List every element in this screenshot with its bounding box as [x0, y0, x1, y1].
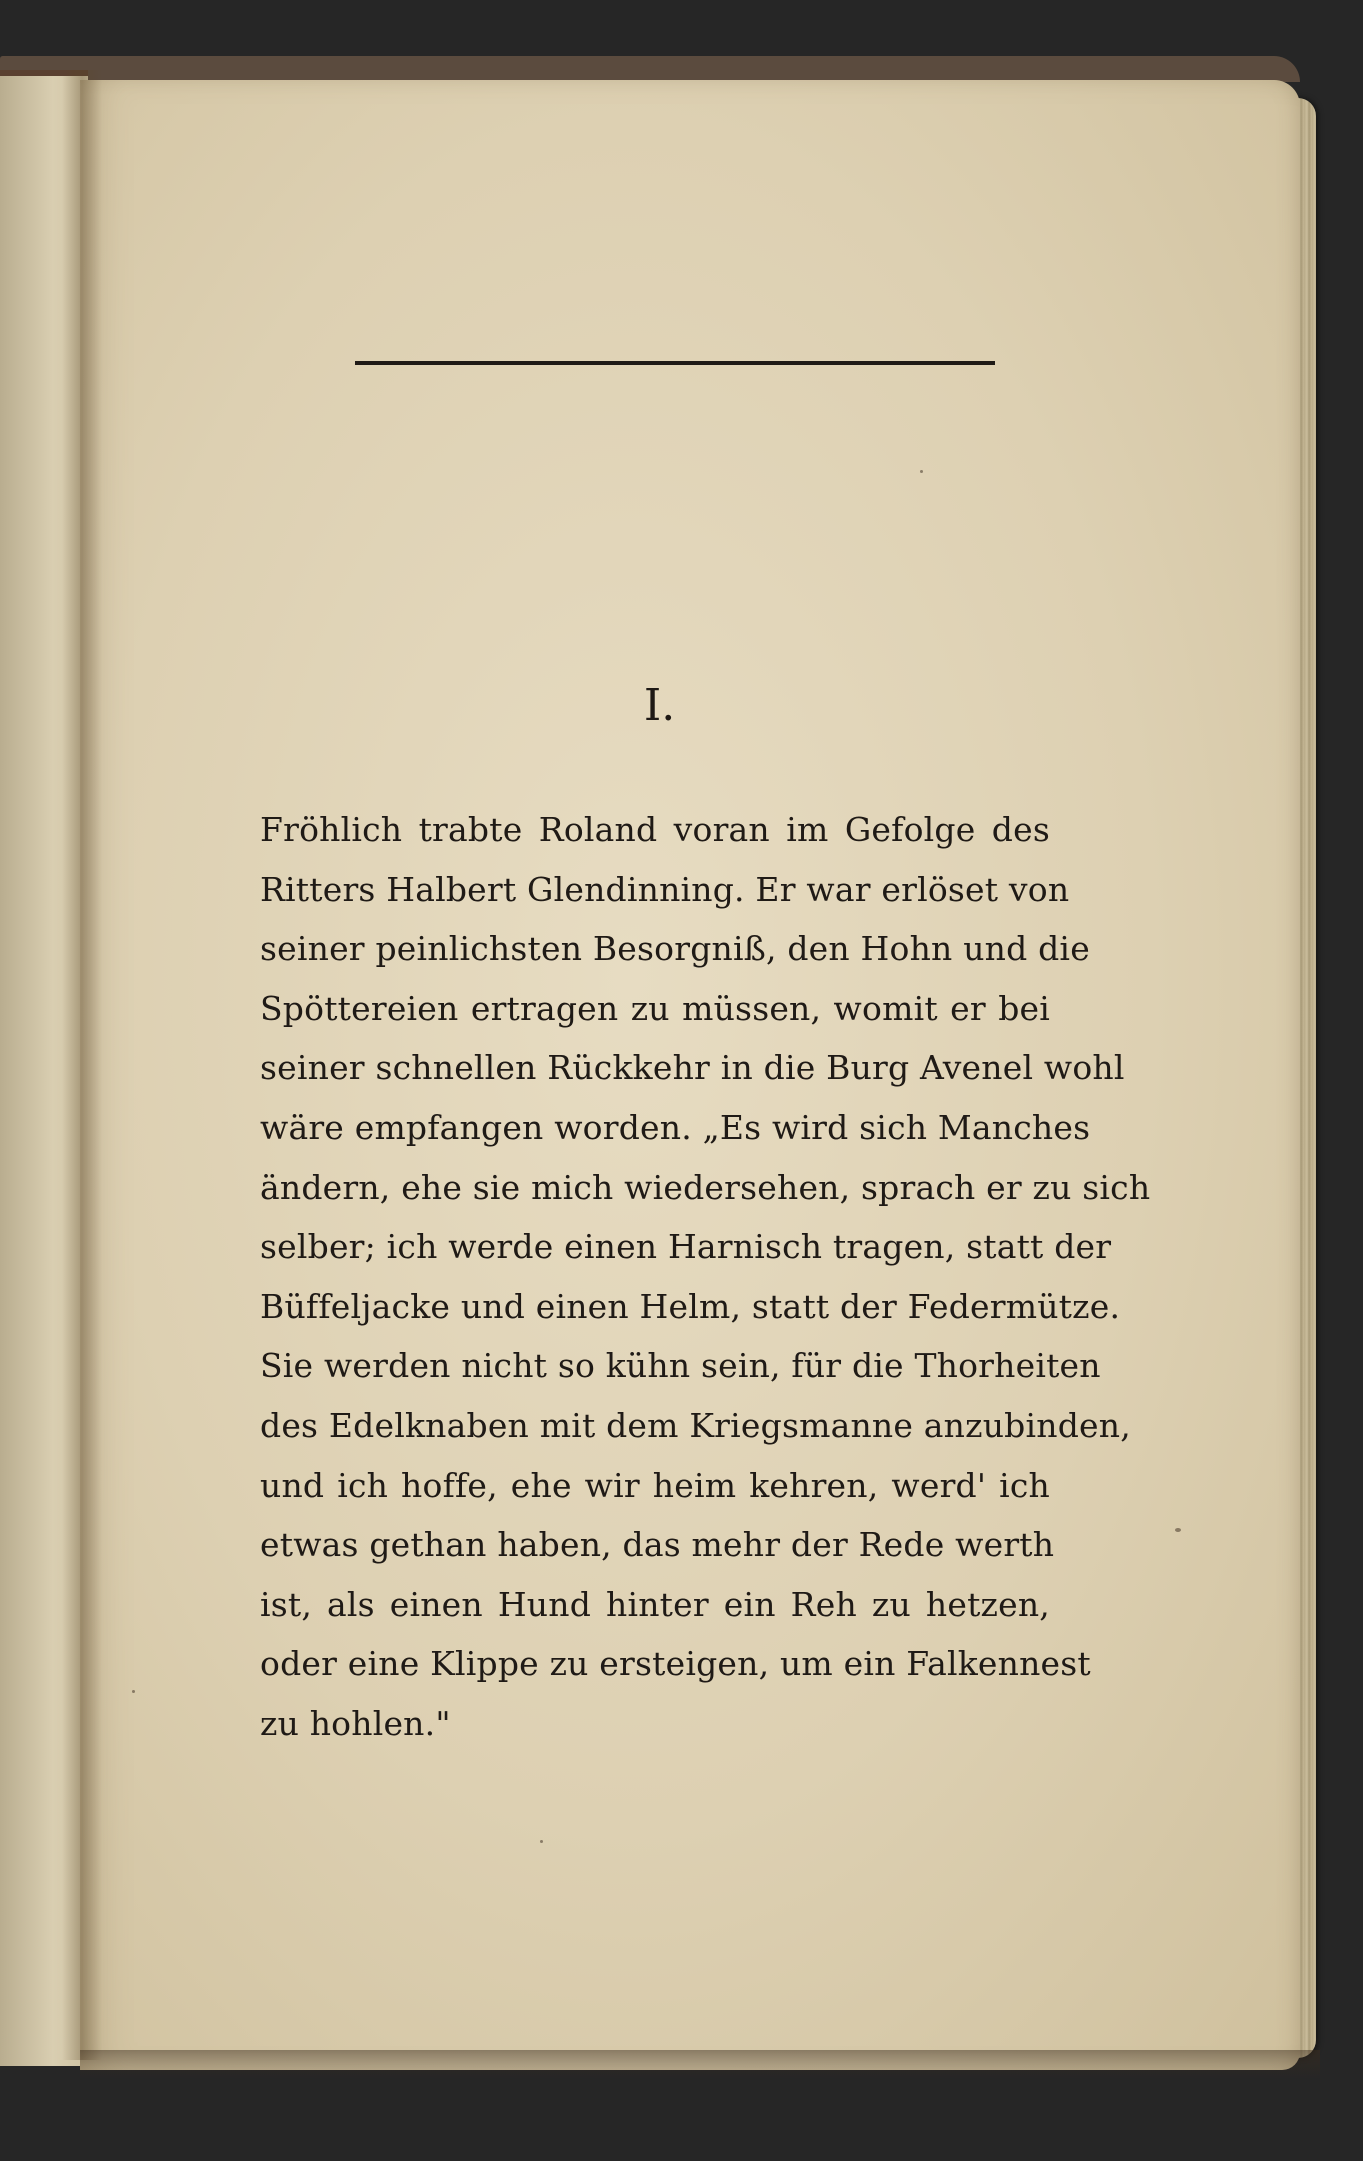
text-line: Büffeljacke und einen Helm, statt der Federmütze.	[260, 1286, 1121, 1326]
text-line: seiner schnellen Rückkehr in die Burg Avenel wohl	[260, 1048, 1125, 1088]
paper-speck	[920, 470, 923, 473]
text-line: etwas gethan haben, das mehr der Rede werth	[260, 1525, 1055, 1565]
paper-speck	[540, 1840, 543, 1843]
text-line: wäre empfangen worden. „Es wird sich Manches	[260, 1107, 1091, 1147]
text-line: oder eine Klippe zu ersteigen, um ein Falkennest	[260, 1644, 1091, 1684]
book-cover-edge	[0, 56, 1300, 82]
text-line: Sie werden nicht so kühn sein, für die Thorheiten	[260, 1346, 1101, 1386]
text-line: Fröhlich trabte Roland voran im Gefolge des	[260, 810, 1050, 849]
text-line: Ritters Halbert Glendinning. Er war erlöset von	[260, 869, 1070, 909]
header-rule	[355, 361, 995, 365]
text-line: ändern, ehe sie mich wiedersehen, sprach er zu sich	[260, 1167, 1151, 1207]
text-line: seiner peinlichsten Besorgniß, den Hohn und die	[260, 929, 1090, 969]
body-paragraph	[260, 800, 1151, 1754]
text-line: und ich hoffe, ehe wir heim kehren, werd' ich	[260, 1465, 1050, 1505]
text-line: Spöttereien ertragen zu müssen, womit er bei	[260, 988, 1050, 1028]
text-line: des Edelknaben mit dem Kriegsmanne anzubinden,	[260, 1405, 1131, 1445]
paper-speck	[1175, 1528, 1181, 1532]
chapter-number-text: I.	[643, 680, 676, 731]
chapter-number	[0, 680, 1363, 731]
paper-speck	[132, 1690, 135, 1693]
text-line: ist, als einen Hund hinter ein Reh zu hetzen,	[260, 1584, 1050, 1624]
text-line: selber; ich werde einen Harnisch tragen, statt der	[260, 1227, 1112, 1267]
gutter-shadow	[62, 70, 102, 2060]
text-line: zu hohlen."	[260, 1703, 451, 1743]
bottom-shadow	[80, 2050, 1320, 2080]
